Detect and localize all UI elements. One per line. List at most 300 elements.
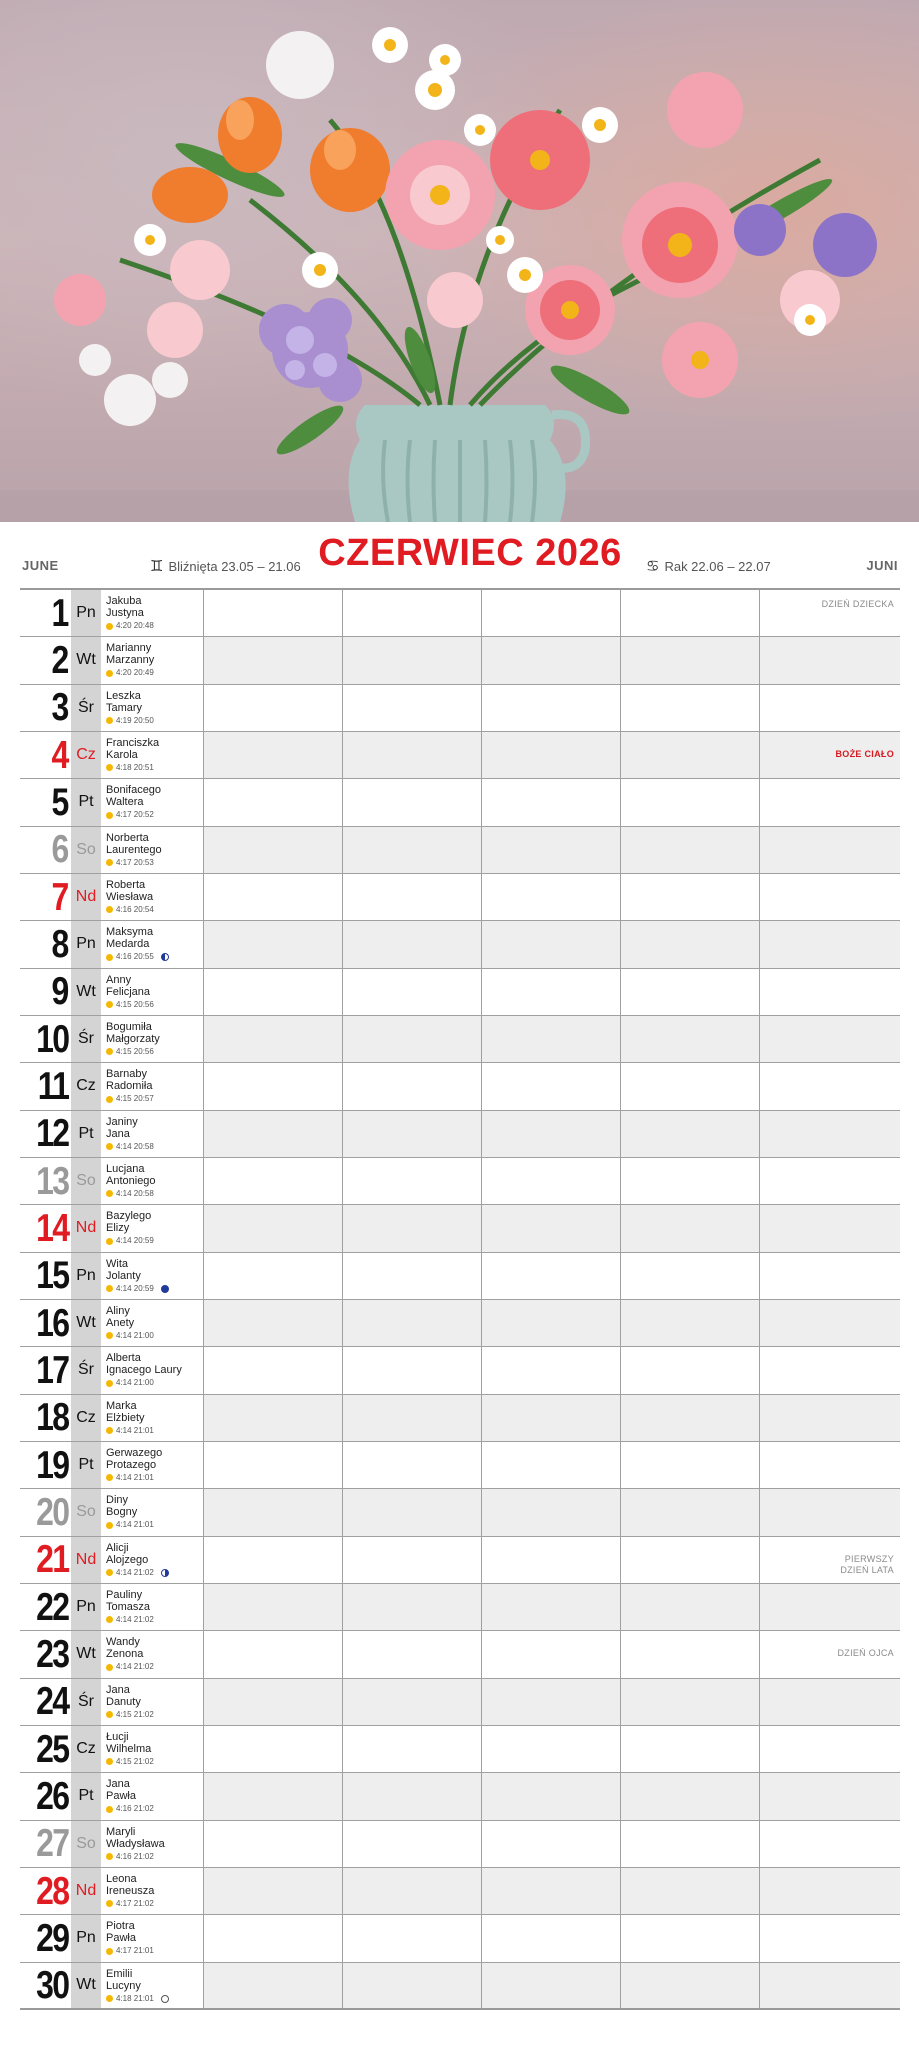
planner-cell[interactable] xyxy=(760,827,900,873)
planner-cell[interactable] xyxy=(621,732,760,778)
planner-cell[interactable] xyxy=(482,1300,621,1346)
day-row xyxy=(20,1395,900,1442)
sunrise-sunset: 4:16 21:02 xyxy=(116,1804,154,1814)
name-day-cell xyxy=(101,1679,204,1725)
planner-cell[interactable] xyxy=(760,969,900,1015)
planner-cell[interactable] xyxy=(204,732,343,778)
day-number-cell xyxy=(20,1442,71,1488)
day-number: 22 xyxy=(35,1585,68,1629)
day-row xyxy=(20,1253,900,1300)
day-number: 24 xyxy=(35,1680,68,1724)
planner-cell[interactable] xyxy=(343,1963,482,2008)
planner-cell[interactable] xyxy=(621,1821,760,1867)
sun-icon xyxy=(106,1096,113,1103)
planner-cell[interactable] xyxy=(204,1584,343,1630)
planner-cell[interactable] xyxy=(621,685,760,731)
sun-times xyxy=(106,667,203,679)
name-day-second: Elżbiety xyxy=(106,1411,145,1424)
sunrise-sunset: 4:15 20:56 xyxy=(116,1046,154,1056)
planner-cell[interactable] xyxy=(621,1253,760,1299)
planner-cell[interactable] xyxy=(760,921,900,967)
day-number: 20 xyxy=(35,1490,68,1534)
day-number: 16 xyxy=(35,1301,68,1345)
day-number: 5 xyxy=(51,780,68,824)
planner-columns xyxy=(204,1726,900,1772)
planner-cell[interactable] xyxy=(204,1868,343,1914)
planner-cell[interactable] xyxy=(760,1300,900,1346)
day-number: 27 xyxy=(35,1822,68,1866)
planner-cell[interactable] xyxy=(621,1395,760,1441)
day-row xyxy=(20,1963,900,2010)
name-day-second: Władysława xyxy=(106,1837,165,1850)
day-number: 2 xyxy=(51,638,68,682)
day-number: 18 xyxy=(35,1396,68,1440)
planner-cell[interactable] xyxy=(343,1915,482,1961)
planner-cell[interactable] xyxy=(621,637,760,683)
planner-cell[interactable] xyxy=(621,1868,760,1914)
planner-cell[interactable] xyxy=(760,1584,900,1630)
sun-times xyxy=(106,1567,203,1579)
planner-cell[interactable] xyxy=(343,969,482,1015)
planner-cell[interactable] xyxy=(343,1158,482,1204)
planner-columns xyxy=(204,1584,900,1630)
planner-cell[interactable] xyxy=(482,1726,621,1772)
planner-columns xyxy=(204,685,900,731)
planner-cell[interactable] xyxy=(343,1537,482,1583)
planner-cell[interactable] xyxy=(204,921,343,967)
day-number: 19 xyxy=(35,1443,68,1487)
sunrise-sunset: 4:14 21:01 xyxy=(116,1472,154,1482)
planner-cell[interactable] xyxy=(621,1442,760,1488)
planner-cell[interactable] xyxy=(204,1489,343,1535)
planner-cell[interactable] xyxy=(343,637,482,683)
planner-cell[interactable] xyxy=(482,1489,621,1535)
planner-cell[interactable] xyxy=(204,1300,343,1346)
planner-columns xyxy=(204,1631,900,1677)
day-number-cell xyxy=(20,1915,71,1961)
planner-cell[interactable] xyxy=(621,874,760,920)
sun-icon xyxy=(106,1332,113,1339)
planner-cell[interactable] xyxy=(482,637,621,683)
planner-cell[interactable] xyxy=(621,779,760,825)
planner-cell[interactable] xyxy=(343,1111,482,1157)
planner-cell[interactable] xyxy=(760,1821,900,1867)
planner-cell[interactable] xyxy=(204,1063,343,1109)
planner-cell[interactable] xyxy=(482,969,621,1015)
name-day-cell xyxy=(101,1300,204,1346)
name-day-first: Maksyma xyxy=(106,926,154,939)
planner-cell[interactable] xyxy=(482,1205,621,1251)
planner-cell[interactable] xyxy=(760,1063,900,1109)
planner-columns xyxy=(204,1773,900,1819)
planner-cell[interactable] xyxy=(204,685,343,731)
cancer-icon: ♋ xyxy=(646,558,660,575)
name-day-first: Piotra xyxy=(106,1920,135,1933)
day-row xyxy=(20,1915,900,1962)
name-day-first: Alicji xyxy=(106,1541,129,1554)
planner-cell[interactable] xyxy=(482,1679,621,1725)
day-number: 29 xyxy=(35,1916,68,1960)
planner-cell[interactable] xyxy=(343,1631,482,1677)
day-number-cell xyxy=(20,1016,71,1062)
month-header xyxy=(0,522,919,588)
name-day-cell xyxy=(101,969,204,1015)
planner-cell[interactable] xyxy=(482,685,621,731)
planner-cell[interactable] xyxy=(760,1679,900,1725)
planner-cell[interactable] xyxy=(760,1347,900,1393)
name-day-second: Małgorzaty xyxy=(106,1032,160,1045)
planner-cell[interactable] xyxy=(343,1253,482,1299)
weekday-abbrev: Pt xyxy=(71,1442,101,1488)
planner-cell[interactable] xyxy=(482,1347,621,1393)
sun-icon xyxy=(106,1522,113,1529)
planner-columns xyxy=(204,1016,900,1062)
planner-cell[interactable] xyxy=(760,1253,900,1299)
zodiac-gemini xyxy=(150,557,301,575)
planner-cell[interactable] xyxy=(621,1726,760,1772)
name-day-cell xyxy=(101,1537,204,1583)
day-number-cell xyxy=(20,1253,71,1299)
planner-cell[interactable] xyxy=(760,779,900,825)
weekday-abbrev: Pt xyxy=(71,779,101,825)
planner-columns xyxy=(204,969,900,1015)
day-number-cell xyxy=(20,1963,71,2008)
planner-cell[interactable] xyxy=(204,874,343,920)
day-number-cell xyxy=(20,1395,71,1441)
planner-cell[interactable] xyxy=(482,1158,621,1204)
planner-cell[interactable] xyxy=(204,1537,343,1583)
planner-cell[interactable] xyxy=(343,921,482,967)
day-number-cell xyxy=(20,874,71,920)
name-day-first: Aliny xyxy=(106,1304,130,1317)
planner-cell[interactable] xyxy=(760,1963,900,2008)
planner-cell[interactable] xyxy=(343,1300,482,1346)
planner-cell[interactable] xyxy=(621,1205,760,1251)
planner-cell[interactable] xyxy=(482,732,621,778)
flower-bouquet-photo xyxy=(0,0,919,522)
zodiac-gemini-text: Bliźnięta 23.05 – 21.06 xyxy=(168,558,301,574)
planner-cell[interactable] xyxy=(482,779,621,825)
planner-cell[interactable] xyxy=(760,1868,900,1914)
name-day-cell xyxy=(101,1016,204,1062)
weekday-abbrev: So xyxy=(71,1821,101,1867)
sunrise-sunset: 4:14 20:58 xyxy=(116,1188,154,1198)
planner-cell[interactable] xyxy=(204,1915,343,1961)
planner-columns xyxy=(204,1442,900,1488)
name-day-first: Jana xyxy=(106,1683,130,1696)
name-day-second: Pawła xyxy=(106,1790,136,1803)
name-day-cell xyxy=(101,1158,204,1204)
planner-cell[interactable] xyxy=(760,590,900,636)
planner-cell[interactable] xyxy=(343,1868,482,1914)
weekday-abbrev: Cz xyxy=(71,1726,101,1772)
planner-cell[interactable] xyxy=(621,1963,760,2008)
sun-times xyxy=(106,1283,203,1295)
name-day-first: Diny xyxy=(106,1494,129,1507)
planner-cell[interactable] xyxy=(204,1158,343,1204)
planner-cell[interactable] xyxy=(204,1631,343,1677)
planner-columns xyxy=(204,1489,900,1535)
planner-cell[interactable] xyxy=(343,1063,482,1109)
day-row xyxy=(20,1726,900,1773)
planner-cell[interactable] xyxy=(621,969,760,1015)
planner-cell[interactable] xyxy=(621,1016,760,1062)
name-day-cell xyxy=(101,1868,204,1914)
sun-icon xyxy=(106,1190,113,1197)
day-number: 15 xyxy=(35,1254,68,1298)
day-row xyxy=(20,1537,900,1584)
planner-cell[interactable] xyxy=(482,1631,621,1677)
sun-times xyxy=(106,1945,203,1957)
planner-cell[interactable] xyxy=(343,1489,482,1535)
planner-cell[interactable] xyxy=(482,1442,621,1488)
day-number: 3 xyxy=(51,686,68,730)
planner-cell[interactable] xyxy=(621,1489,760,1535)
sun-times xyxy=(106,1614,203,1626)
sunrise-sunset: 4:15 20:56 xyxy=(116,999,154,1009)
sun-times xyxy=(106,1141,203,1153)
planner-cell[interactable] xyxy=(760,685,900,731)
planner-cell[interactable] xyxy=(760,637,900,683)
sunrise-sunset: 4:18 20:51 xyxy=(116,762,154,772)
planner-cell[interactable] xyxy=(343,1395,482,1441)
name-day-first: Leona xyxy=(106,1872,137,1885)
weekday-abbrev: Nd xyxy=(71,1537,101,1583)
name-day-second: Wilhelma xyxy=(106,1742,152,1755)
month-title: CZERWIEC 2026 xyxy=(318,532,622,574)
planner-cell[interactable] xyxy=(482,1868,621,1914)
sun-times xyxy=(106,1519,203,1531)
planner-cell[interactable] xyxy=(343,590,482,636)
planner-cell[interactable] xyxy=(482,1915,621,1961)
name-day-cell xyxy=(101,921,204,967)
day-number: 14 xyxy=(35,1206,68,1250)
planner-cell[interactable] xyxy=(482,1963,621,2008)
day-number: 6 xyxy=(51,828,68,872)
planner-cell[interactable] xyxy=(343,1726,482,1772)
planner-cell[interactable] xyxy=(482,921,621,967)
planner-cell[interactable] xyxy=(482,827,621,873)
planner-cell[interactable] xyxy=(760,732,900,778)
planner-cell[interactable] xyxy=(204,969,343,1015)
planner-cell[interactable] xyxy=(204,1821,343,1867)
sunrise-sunset: 4:20 20:48 xyxy=(116,621,154,630)
name-day-cell xyxy=(101,1063,204,1109)
planner-cell[interactable] xyxy=(204,1726,343,1772)
planner-cell[interactable] xyxy=(343,827,482,873)
day-number: 13 xyxy=(35,1159,68,1203)
planner-cell[interactable] xyxy=(482,590,621,636)
sun-times xyxy=(106,1803,203,1815)
planner-columns xyxy=(204,1253,900,1299)
planner-cell[interactable] xyxy=(204,1205,343,1251)
planner-cell[interactable] xyxy=(204,637,343,683)
planner-columns xyxy=(204,1205,900,1251)
day-number-cell xyxy=(20,1347,71,1393)
name-day-cell xyxy=(101,1963,204,2008)
planner-cell[interactable] xyxy=(343,1016,482,1062)
day-row xyxy=(20,1111,900,1158)
sun-icon xyxy=(106,1285,113,1292)
planner-cell[interactable] xyxy=(760,1489,900,1535)
name-day-cell xyxy=(101,1773,204,1819)
name-day-first: Alberta xyxy=(106,1352,141,1365)
planner-cell[interactable] xyxy=(204,590,343,636)
planner-cell[interactable] xyxy=(482,1111,621,1157)
planner-cell[interactable] xyxy=(482,1253,621,1299)
sun-icon xyxy=(106,1948,113,1955)
planner-cell[interactable] xyxy=(621,827,760,873)
planner-cell[interactable] xyxy=(482,1584,621,1630)
sun-times xyxy=(106,715,203,727)
name-day-second: Marzanny xyxy=(106,654,155,667)
name-day-second: Anety xyxy=(106,1316,135,1329)
planner-cell[interactable] xyxy=(204,779,343,825)
planner-cell[interactable] xyxy=(343,1442,482,1488)
planner-cell[interactable] xyxy=(204,1253,343,1299)
day-row xyxy=(20,1063,900,1110)
planner-cell[interactable] xyxy=(621,1773,760,1819)
day-number-cell xyxy=(20,1300,71,1346)
planner-cell[interactable] xyxy=(343,1679,482,1725)
name-day-cell xyxy=(101,1726,204,1772)
weekday-abbrev: Pn xyxy=(71,1584,101,1630)
day-number: 30 xyxy=(35,1963,68,2007)
planner-cell[interactable] xyxy=(343,1205,482,1251)
planner-cell[interactable] xyxy=(482,1395,621,1441)
planner-cell[interactable] xyxy=(621,1537,760,1583)
day-number-cell xyxy=(20,1773,71,1819)
planner-cell[interactable] xyxy=(343,685,482,731)
day-row xyxy=(20,921,900,968)
planner-cell[interactable] xyxy=(204,827,343,873)
planner-cell[interactable] xyxy=(621,1158,760,1204)
name-day-second: Waltera xyxy=(106,796,144,809)
planner-cell[interactable] xyxy=(621,1063,760,1109)
sun-icon xyxy=(106,1806,113,1813)
name-day-cell xyxy=(101,1821,204,1867)
planner-cell[interactable] xyxy=(204,1111,343,1157)
planner-cell[interactable] xyxy=(343,1821,482,1867)
day-number-cell xyxy=(20,1063,71,1109)
day-row xyxy=(20,1489,900,1536)
planner-cell[interactable] xyxy=(343,1584,482,1630)
planner-cell[interactable] xyxy=(621,1631,760,1677)
sun-icon xyxy=(106,1427,113,1434)
planner-cell[interactable] xyxy=(760,1016,900,1062)
planner-cell[interactable] xyxy=(621,590,760,636)
planner-cell[interactable] xyxy=(204,1963,343,2008)
planner-cell[interactable] xyxy=(760,1111,900,1157)
moon-phase-icon xyxy=(161,1569,169,1577)
name-day-second: Tamary xyxy=(106,701,143,714)
day-number-cell xyxy=(20,1868,71,1914)
planner-cell[interactable] xyxy=(482,874,621,920)
planner-cell[interactable] xyxy=(204,1679,343,1725)
name-day-cell xyxy=(101,685,204,731)
month-label-german: JUNI xyxy=(866,558,898,573)
planner-cell[interactable] xyxy=(621,1584,760,1630)
planner-columns xyxy=(204,1347,900,1393)
planner-cell[interactable] xyxy=(621,921,760,967)
sunrise-sunset: 4:14 21:02 xyxy=(116,1614,154,1624)
sun-times xyxy=(106,809,203,821)
day-number: 9 xyxy=(51,970,68,1014)
name-day-cell xyxy=(101,637,204,683)
planner-cell[interactable] xyxy=(482,1016,621,1062)
planner-cell[interactable] xyxy=(760,1631,900,1677)
planner-cell[interactable] xyxy=(343,779,482,825)
planner-cell[interactable] xyxy=(482,1773,621,1819)
planner-cell[interactable] xyxy=(621,1300,760,1346)
day-row xyxy=(20,1300,900,1347)
planner-cell[interactable] xyxy=(760,1205,900,1251)
name-day-cell xyxy=(101,1395,204,1441)
planner-cell[interactable] xyxy=(760,874,900,920)
planner-cell[interactable] xyxy=(204,1347,343,1393)
planner-cell[interactable] xyxy=(343,1347,482,1393)
calendar-grid xyxy=(20,588,900,2010)
planner-cell[interactable] xyxy=(204,1016,343,1062)
planner-cell[interactable] xyxy=(204,1442,343,1488)
day-row xyxy=(20,1868,900,1915)
planner-cell[interactable] xyxy=(482,1537,621,1583)
planner-cell[interactable] xyxy=(343,732,482,778)
sun-icon xyxy=(106,623,113,630)
planner-cell[interactable] xyxy=(760,1442,900,1488)
weekday-abbrev: Śr xyxy=(71,1679,101,1725)
planner-cell[interactable] xyxy=(760,1915,900,1961)
weekday-abbrev: Cz xyxy=(71,1063,101,1109)
planner-cell[interactable] xyxy=(760,1537,900,1583)
planner-cell[interactable] xyxy=(621,1679,760,1725)
sun-times xyxy=(106,1046,203,1058)
weekday-abbrev: Nd xyxy=(71,1205,101,1251)
sun-icon xyxy=(106,1616,113,1623)
planner-columns xyxy=(204,637,900,683)
weekday-abbrev: Pt xyxy=(71,1773,101,1819)
day-row xyxy=(20,1821,900,1868)
name-day-cell xyxy=(101,1347,204,1393)
day-number: 10 xyxy=(35,1017,68,1061)
sun-times xyxy=(106,999,203,1011)
planner-cell[interactable] xyxy=(621,1111,760,1157)
day-row xyxy=(20,1773,900,1820)
sun-times xyxy=(106,762,203,774)
planner-cell[interactable] xyxy=(482,1821,621,1867)
planner-cell[interactable] xyxy=(204,1395,343,1441)
sun-times xyxy=(106,1472,203,1484)
sun-times xyxy=(106,620,203,632)
planner-cell[interactable] xyxy=(621,1347,760,1393)
name-day-second: Zenona xyxy=(106,1648,144,1661)
name-day-cell xyxy=(101,1111,204,1157)
planner-cell[interactable] xyxy=(343,874,482,920)
sun-icon xyxy=(106,859,113,866)
planner-cell[interactable] xyxy=(760,1773,900,1819)
name-day-second: Lucyny xyxy=(106,1979,141,1992)
weekday-abbrev: Pn xyxy=(71,921,101,967)
day-number: 11 xyxy=(37,1064,68,1108)
planner-cell[interactable] xyxy=(204,1773,343,1819)
day-number-cell xyxy=(20,1679,71,1725)
planner-cell[interactable] xyxy=(760,1726,900,1772)
planner-cell[interactable] xyxy=(482,1063,621,1109)
planner-cell[interactable] xyxy=(760,1158,900,1204)
planner-cell[interactable] xyxy=(621,1915,760,1961)
planner-cell[interactable] xyxy=(760,1395,900,1441)
planner-cell[interactable] xyxy=(343,1773,482,1819)
